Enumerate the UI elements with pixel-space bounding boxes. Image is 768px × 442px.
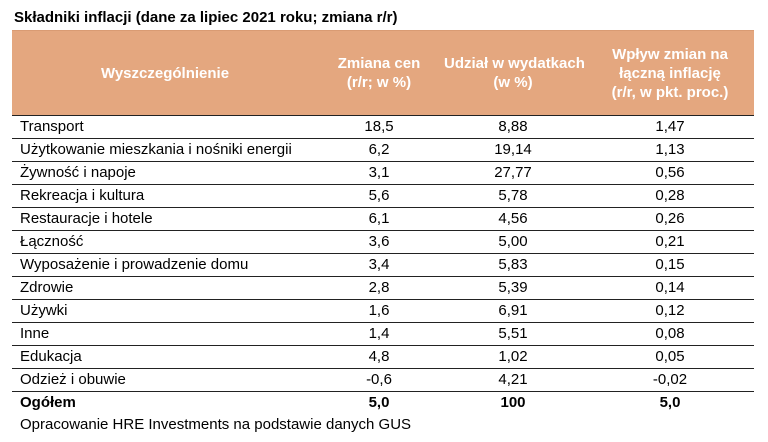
row-price-change: 5,6: [318, 185, 440, 208]
row-inflation-impact: 0,28: [586, 185, 754, 208]
row-name: Inne: [12, 323, 318, 346]
row-expenditure-share: 8,88: [440, 116, 586, 139]
total-name: Ogółem: [20, 394, 76, 411]
table-row: [12, 323, 754, 346]
row-name: Odzież i obuwie: [12, 369, 318, 392]
row-price-change: 3,4: [318, 254, 440, 277]
table-row: [12, 208, 754, 231]
row-inflation-impact: 1,47: [586, 116, 754, 139]
row-inflation-impact: 0,56: [586, 162, 754, 185]
row-price-change: 4,8: [318, 346, 440, 369]
row-expenditure-share: 5,00: [440, 231, 586, 254]
row-expenditure-share: 5,39: [440, 277, 586, 300]
row-expenditure-share: 6,91: [440, 300, 586, 323]
row-expenditure-share: 5,83: [440, 254, 586, 277]
row-price-change: 6,1: [318, 208, 440, 231]
row-name: Żywność i napoje: [12, 162, 318, 185]
total-row: [12, 392, 754, 415]
table-row: [12, 277, 754, 300]
row-expenditure-share: 5,51: [440, 323, 586, 346]
table-row: [12, 139, 754, 162]
row-name: Restauracje i hotele: [12, 208, 318, 231]
row-name: Edukacja: [12, 346, 318, 369]
table-row: [12, 254, 754, 277]
row-name: Transport: [12, 116, 318, 139]
header-inflation-impact: [586, 31, 754, 116]
row-price-change: 1,6: [318, 300, 440, 323]
row-inflation-impact: 0,12: [586, 300, 754, 323]
table-row: [12, 116, 754, 139]
row-price-change: -0,6: [318, 369, 440, 392]
row-expenditure-share: 1,02: [440, 346, 586, 369]
row-inflation-impact: 0,15: [586, 254, 754, 277]
header-price-change-line2: (r/r; w %): [346, 74, 412, 91]
row-name: Zdrowie: [12, 277, 318, 300]
header-expenditure-share-line2: (w %): [493, 74, 533, 91]
table-row: [12, 346, 754, 369]
row-name: Rekreacja i kultura: [12, 185, 318, 208]
row-inflation-impact: 0,26: [586, 208, 754, 231]
row-price-change: 3,1: [318, 162, 440, 185]
row-price-change: 18,5: [318, 116, 440, 139]
source-note: Opracowanie HRE Investments na podstawie danych GUS: [20, 416, 412, 433]
row-inflation-impact: -0,02: [586, 369, 754, 392]
header-price-change-line1: Zmiana cen: [337, 55, 421, 72]
table-row: [12, 300, 754, 323]
header-item-name-label: Wyszczególnienie: [100, 64, 230, 82]
row-name: Użytkowanie mieszkania i nośniki energii: [12, 139, 318, 162]
row-price-change: 1,4: [318, 323, 440, 346]
row-expenditure-share: 19,14: [440, 139, 586, 162]
row-expenditure-share: 5,78: [440, 185, 586, 208]
table-row: [12, 369, 754, 392]
table-title: Składniki inflacji (dane za lipiec 2021 roku; zmiana r/r): [14, 9, 398, 26]
row-expenditure-share: 4,21: [440, 369, 586, 392]
row-price-change: 6,2: [318, 139, 440, 162]
row-price-change: 2,8: [318, 277, 440, 300]
row-inflation-impact: 0,08: [586, 323, 754, 346]
row-expenditure-share: 4,56: [440, 208, 586, 231]
total-price-change: 5,0: [368, 394, 390, 411]
total-expenditure-share: 100: [500, 394, 526, 411]
header-price-change: [318, 31, 440, 116]
header-expenditure-share-line1: Udział w wydatkach: [444, 55, 585, 72]
table-row: [12, 185, 754, 208]
header-row: [12, 31, 754, 116]
row-inflation-impact: 0,14: [586, 277, 754, 300]
row-expenditure-share: 27,77: [440, 162, 586, 185]
header-inflation-impact-line1: Wpływ zmian na: [612, 45, 728, 63]
row-inflation-impact: 0,05: [586, 346, 754, 369]
row-inflation-impact: 1,13: [586, 139, 754, 162]
row-name: Wyposażenie i prowadzenie domu: [12, 254, 318, 277]
header-expenditure-share: [440, 31, 586, 116]
table-row: [12, 231, 754, 254]
header-item-name: [12, 31, 318, 116]
inflation-table-figure: [12, 6, 754, 436]
header-inflation-impact-line2: łączną inflację: [619, 64, 721, 82]
row-inflation-impact: 0,21: [586, 231, 754, 254]
row-name: Łączność: [12, 231, 318, 254]
header-inflation-impact-line3: (r/r, w pkt. proc.): [611, 83, 729, 101]
row-name: Używki: [12, 300, 318, 323]
table-row: [12, 162, 754, 185]
row-price-change: 3,6: [318, 231, 440, 254]
total-inflation-impact: 5,0: [659, 394, 681, 411]
inflation-components-table: [12, 30, 754, 414]
